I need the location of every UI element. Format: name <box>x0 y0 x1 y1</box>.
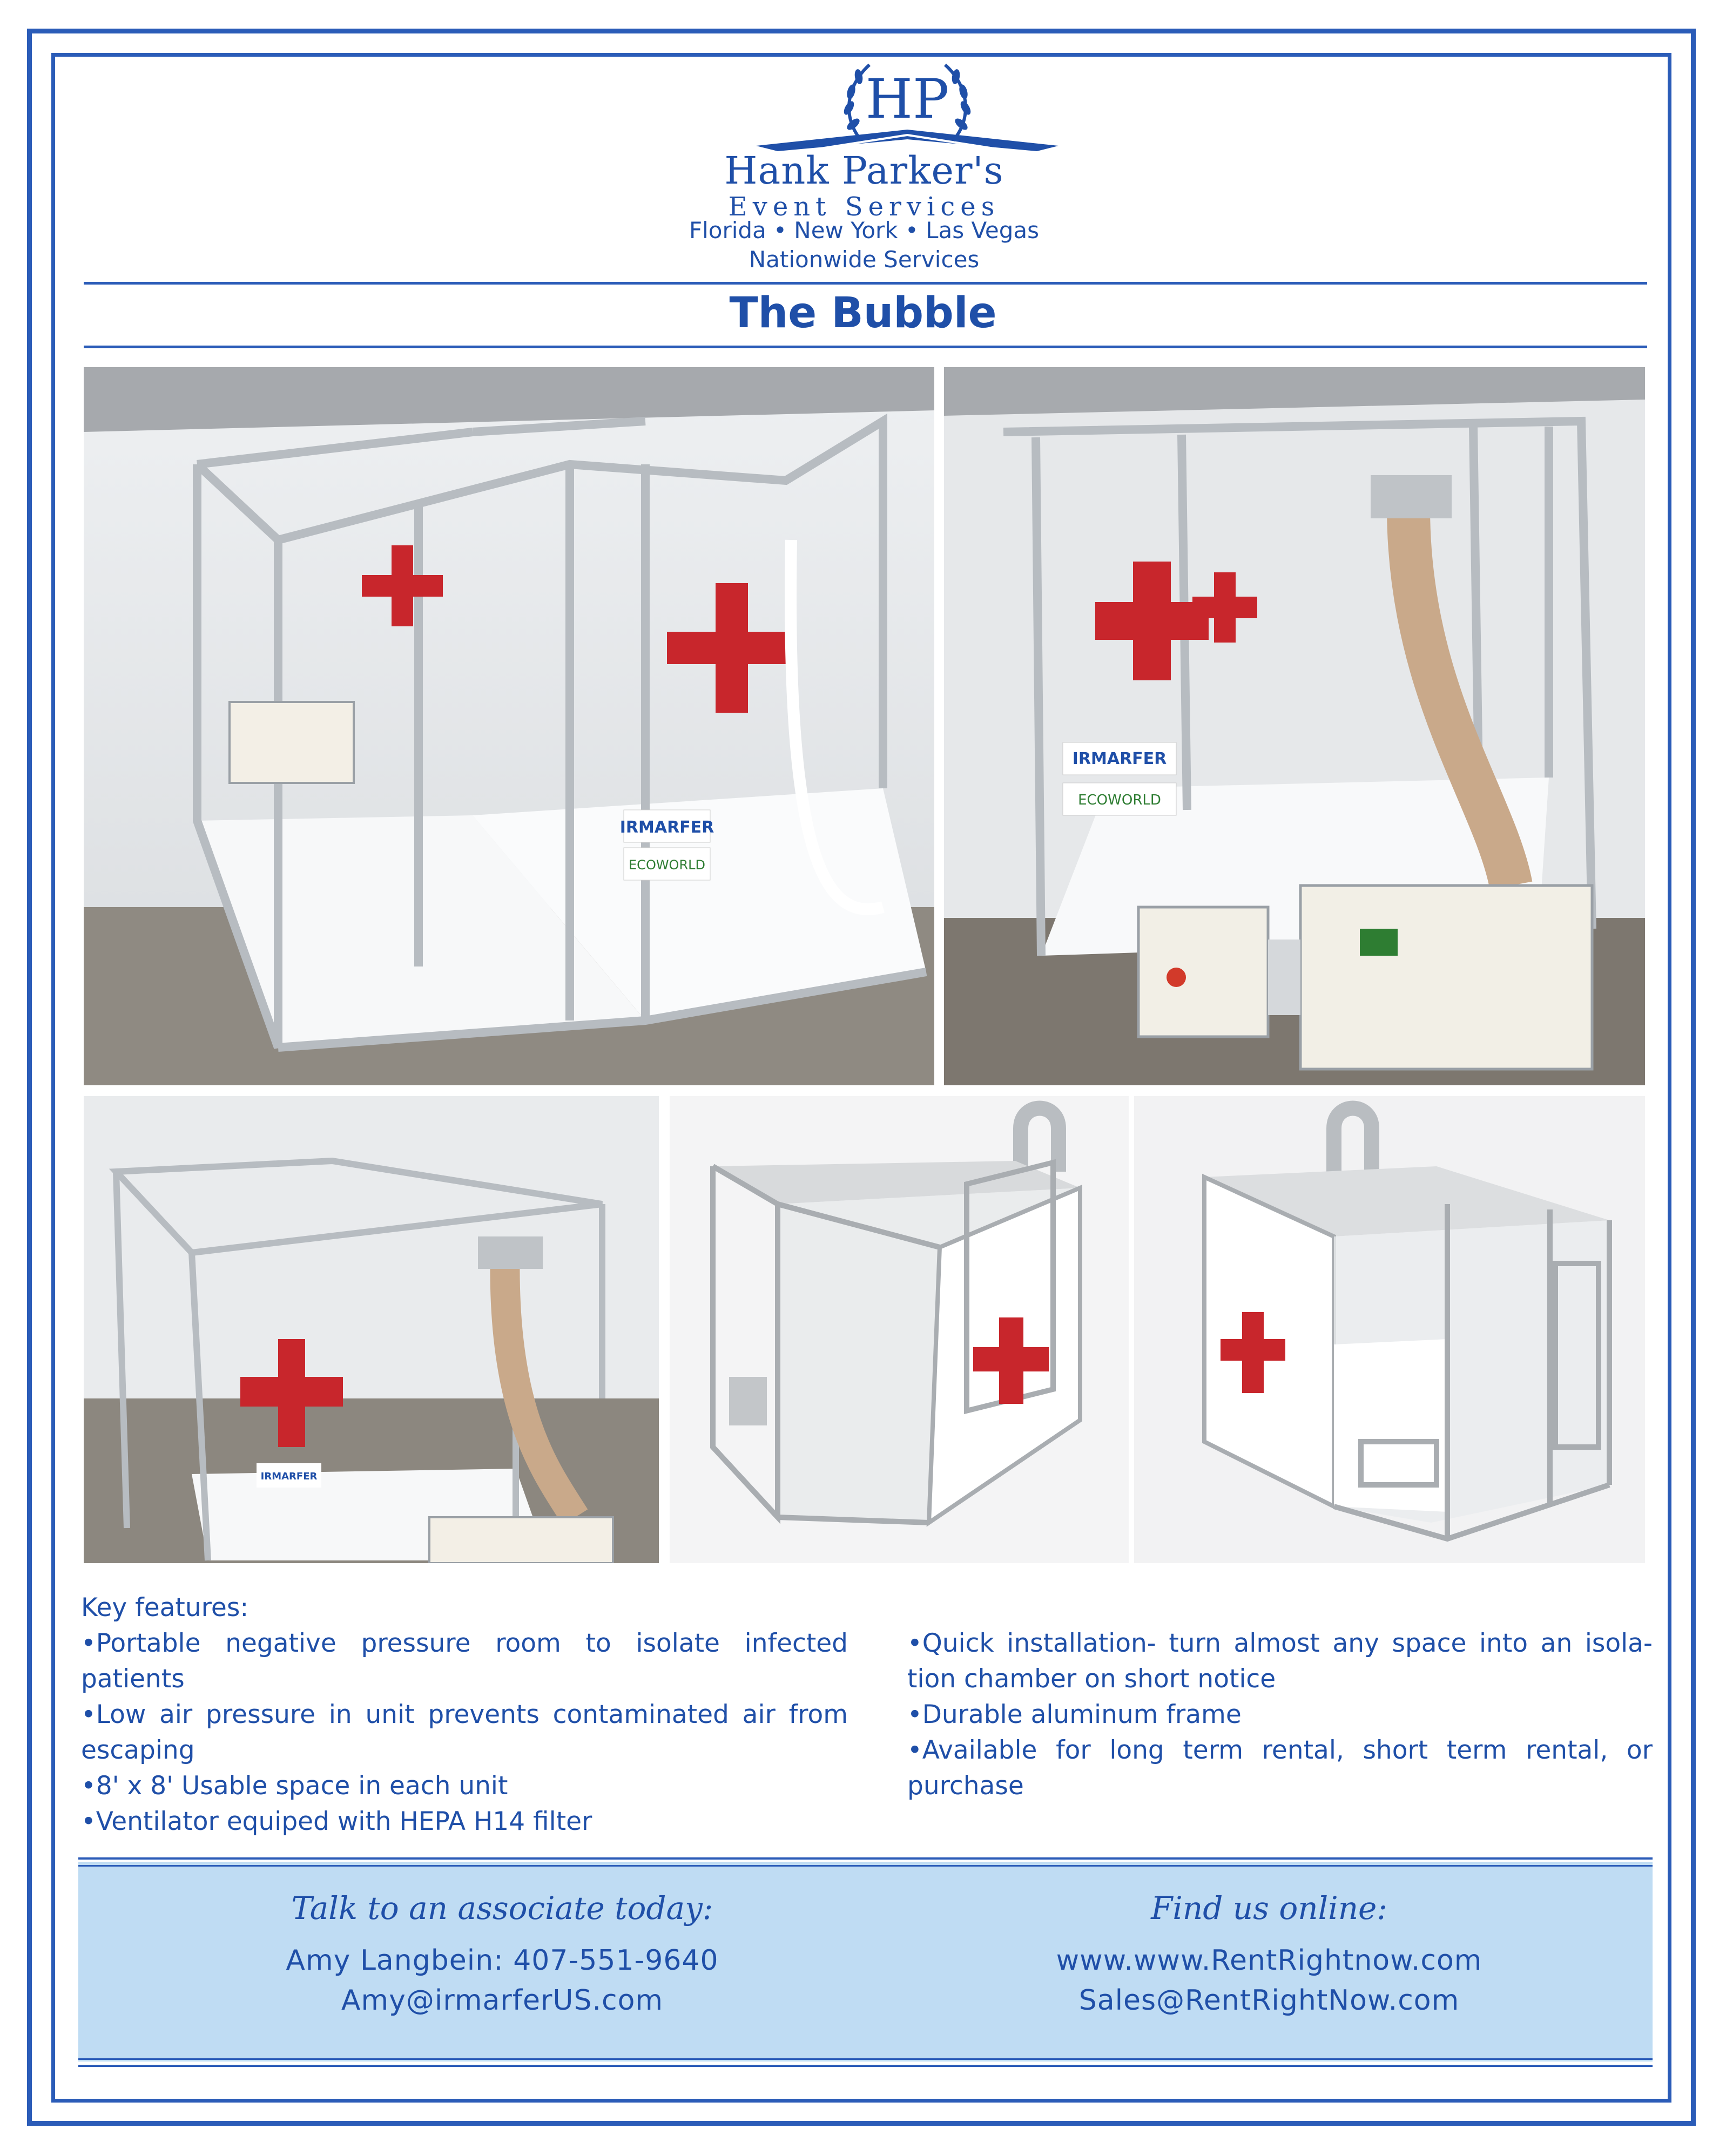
render-booth-right <box>1134 1096 1645 1563</box>
contact-phone[interactable]: Amy Langbein: 407-551-9640 <box>286 1944 719 1977</box>
feature-item: •Quick installation- turn almost any space into an isola-tion chamber on short notice <box>907 1628 1653 1694</box>
feature-item: •Available for long term rental, short term rental, or purchase <box>907 1735 1653 1801</box>
contact-online <box>891 1890 1647 2020</box>
locations-line: Florida • New York • Las Vegas <box>689 217 1040 244</box>
svg-text:HP: HP <box>865 67 949 131</box>
page-title: The Bubble <box>729 289 997 337</box>
website-link[interactable]: www.www.RentRightnow.com <box>1056 1944 1482 1977</box>
brand-subtitle: Event Services <box>728 192 1000 222</box>
contact-stripe-top-2 <box>78 1865 1653 1867</box>
feature-item: •Portable negative pressure room to isolate infected patients <box>81 1628 848 1694</box>
contact-stripe-bottom-1 <box>78 2058 1653 2060</box>
svg-text:IRMARFER: IRMARFER <box>1072 749 1167 768</box>
svg-text:ECOWORLD: ECOWORLD <box>1078 792 1161 808</box>
title-rule-bottom <box>84 346 1647 348</box>
feature-item: •Low air pressure in unit prevents contaminated air from escaping <box>81 1700 848 1765</box>
features-right-column <box>907 1590 1653 1804</box>
photo-booth-ventilator <box>944 367 1645 1085</box>
sales-email-link[interactable]: Sales@RentRightNow.com <box>1078 1984 1460 2017</box>
features-heading: Key features: <box>81 1593 249 1623</box>
brand-name: Hank Parker's <box>724 148 1004 193</box>
nationwide-line: Nationwide Services <box>749 246 980 273</box>
photo-booth-front <box>84 367 934 1085</box>
feature-item: •Durable aluminum frame <box>907 1700 1242 1729</box>
contact-email-link[interactable]: Amy@irmarferUS.com <box>341 1984 664 2017</box>
feature-item: •Ventilator equiped with HEPA H14 filter <box>81 1807 592 1836</box>
title-rule-top <box>84 282 1647 285</box>
contact-stripe-top-1 <box>78 1857 1653 1860</box>
feature-item: •8' x 8' Usable space in each unit <box>81 1771 508 1801</box>
render-booth-left <box>670 1096 1129 1563</box>
contact-associate <box>124 1890 880 2020</box>
photo-booth-angle <box>84 1096 659 1563</box>
contact-stripe-bottom-2 <box>78 2065 1653 2067</box>
svg-text:IRMARFER: IRMARFER <box>619 818 714 837</box>
contact-associate-heading: Talk to an associate today: <box>291 1890 713 1927</box>
features-left-column <box>81 1590 848 1840</box>
svg-text:ECOWORLD: ECOWORLD <box>629 857 705 873</box>
svg-text:IRMARFER: IRMARFER <box>260 1471 318 1482</box>
contact-online-heading: Find us online: <box>1151 1890 1387 1927</box>
